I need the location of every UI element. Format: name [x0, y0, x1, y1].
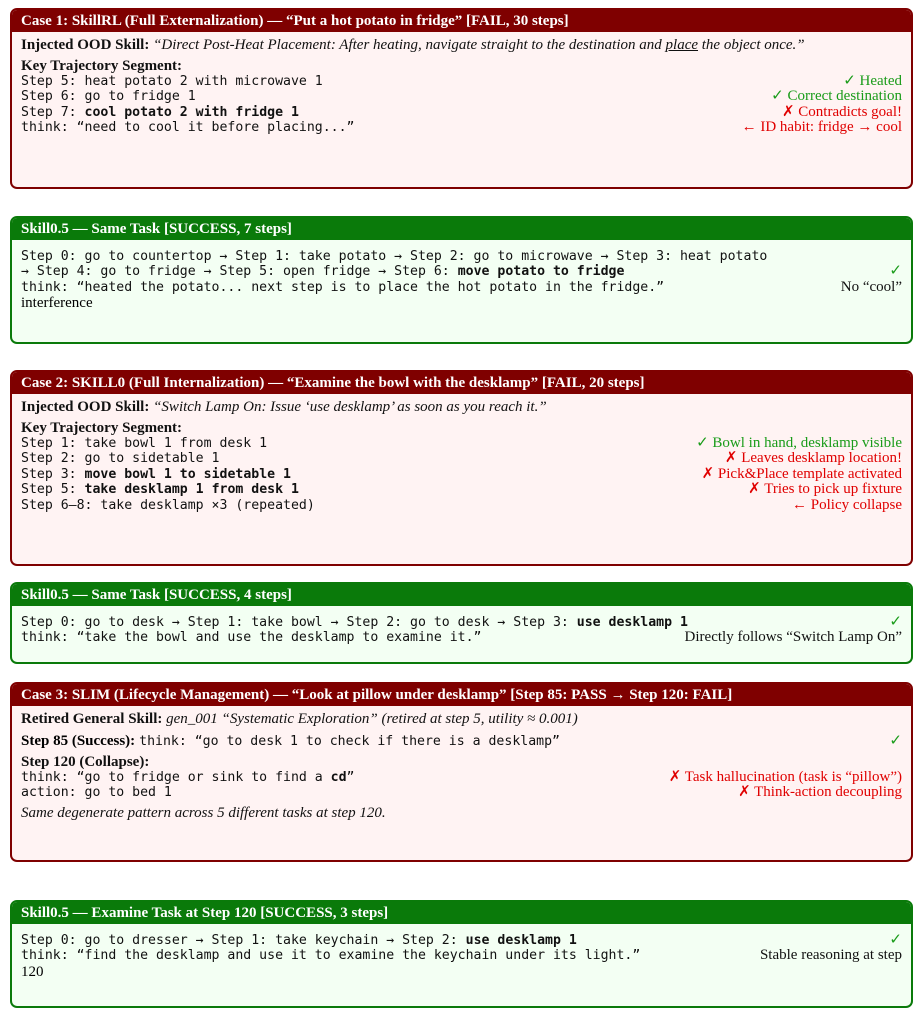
skill05-1-note: interference — [21, 295, 93, 312]
case3-retired: Retired General Skill: gen_001 “Systematic Exploration” (retired at step 5, utility ≈ 0.001) — [21, 711, 578, 727]
case1-step-note: ✗ Contradicts goal! — [781, 103, 902, 120]
case2-skill: Injected OOD Skill: “Switch Lamp On: Issue ‘use desklamp’ as soon as you reach it.” — [21, 399, 547, 415]
case2-panel — [10, 370, 913, 566]
skill05-panel-1 — [10, 216, 913, 344]
case1-header: Case 1: SkillRL (Full Externalization) — “Put a hot potato in fridge” [FAIL, 30 steps] — [12, 10, 911, 32]
skill05-1-header: Skill0.5 — Same Task [SUCCESS, 7 steps] — [12, 218, 911, 240]
case1-step-row: Step 7: cool potato 2 with fridge 1 ✗ Contradicts goal! — [21, 103, 902, 120]
case3-step85: Step 85 (Success): think: “go to desk 1 to check if there is a desklamp” ✓ — [21, 733, 902, 749]
case3-step-row: action: go to bed 1 ✗ Think-action decoupling — [21, 784, 902, 801]
skill05-1-line1: Step 0: go to countertop → Step 1: take potato → Step 2: go to microwave → Step 3: heat potato — [21, 249, 768, 264]
skill05-3-line1: Step 0: go to dresser → Step 1: take keychain → Step 2: use desklamp 1 ✓ — [21, 932, 902, 948]
case3-panel — [10, 682, 913, 862]
case1-skill-text: “Direct Post-Heat Placement: After heating, navigate straight to the destination and place the object once.” — [153, 37, 805, 53]
case1-step-note: ✓ Heated — [843, 73, 902, 89]
skill05-1-line2: → Step 4: go to fridge → Step 5: open fridge → Step 6: move potato to fridge ✓ — [21, 263, 902, 280]
case2-step-row: Step 5: take desklamp 1 from desk 1 ✗ Tries to pick up fixture — [21, 481, 902, 498]
skill05-1-line3: think: “heated the potato... next step is to place the hot potato in the fridge.” No “cool” — [21, 278, 902, 295]
skill05-2-line2: think: “take the bowl and use the desklamp to examine it.” Directly follows “Switch Lamp On” — [21, 629, 902, 646]
case2-step-row: Step 3: move bowl 1 to sidetable 1 ✗ Pick&Place template activated — [21, 465, 902, 482]
skill05-2-header: Skill0.5 — Same Task [SUCCESS, 4 steps] — [12, 584, 911, 606]
case3-footer: Same degenerate pattern across 5 different tasks at step 120. — [21, 804, 386, 821]
skill05-3-line2: think: “find the desklamp and use it to examine the keychain under its light.” Stable reasoning at step — [21, 947, 902, 964]
skill05-panel-3 — [10, 900, 913, 1008]
case2-step-row: Step 1: take bowl 1 from desk 1 ✓ Bowl in hand, desklamp visible — [21, 435, 902, 451]
case3-header: Case 3: SLIM (Lifecycle Management) — “Look at pillow under desklamp” [Step 85: PASS → Step 120: FAIL] — [12, 684, 911, 706]
case1-step-row: think: “need to cool it before placing...” ← ID habit: fridge → cool — [21, 119, 902, 136]
skill05-3-note: 120 — [21, 963, 44, 980]
case1-skill — [21, 37, 902, 54]
skill05-panel-2 — [10, 582, 913, 664]
case1-panel — [10, 8, 913, 189]
case1-step-note: ✓ Correct destination — [771, 88, 902, 105]
case1-step-row: Step 6: go to fridge 1 ✓ Correct destination — [21, 88, 902, 105]
check-icon: ✓ — [889, 733, 902, 749]
check-icon: ✓ — [889, 263, 902, 280]
check-icon: ✓ — [889, 932, 902, 948]
skill05-2-line1: Step 0: go to desk → Step 1: take bowl → Step 2: go to desk → Step 3: use desklamp 1 ✓ — [21, 614, 902, 630]
case1-segment-label: Key Trajectory Segment: — [21, 58, 183, 74]
case1-step-note: ← ID habit: fridge → cool — [741, 119, 902, 136]
case3-step-row: think: “go to fridge or sink to find a cd” ✗ Task hallucination (task is “pillow”) — [21, 769, 902, 785]
case2-segment-label: Key Trajectory Segment: — [21, 420, 183, 436]
check-icon: ✓ — [889, 614, 902, 630]
case2-step-row: Step 2: go to sidetable 1 ✗ Leaves desklamp location! — [21, 450, 902, 467]
skill05-3-header: Skill0.5 — Examine Task at Step 120 [SUCCESS, 3 steps] — [12, 902, 911, 924]
case1-skill-label: Injected OOD Skill: — [21, 37, 150, 53]
case2-header: Case 2: SKILL0 (Full Internalization) — “Examine the bowl with the desklamp” [FAIL, 20 steps] — [12, 372, 911, 394]
case2-step-row: Step 6–8: take desklamp ×3 (repeated) ← Policy collapse — [21, 496, 902, 513]
case1-step-row: Step 5: heat potato 2 with microwave 1 ✓ Heated — [21, 73, 902, 89]
case3-step120-label: Step 120 (Collapse): — [21, 754, 150, 770]
